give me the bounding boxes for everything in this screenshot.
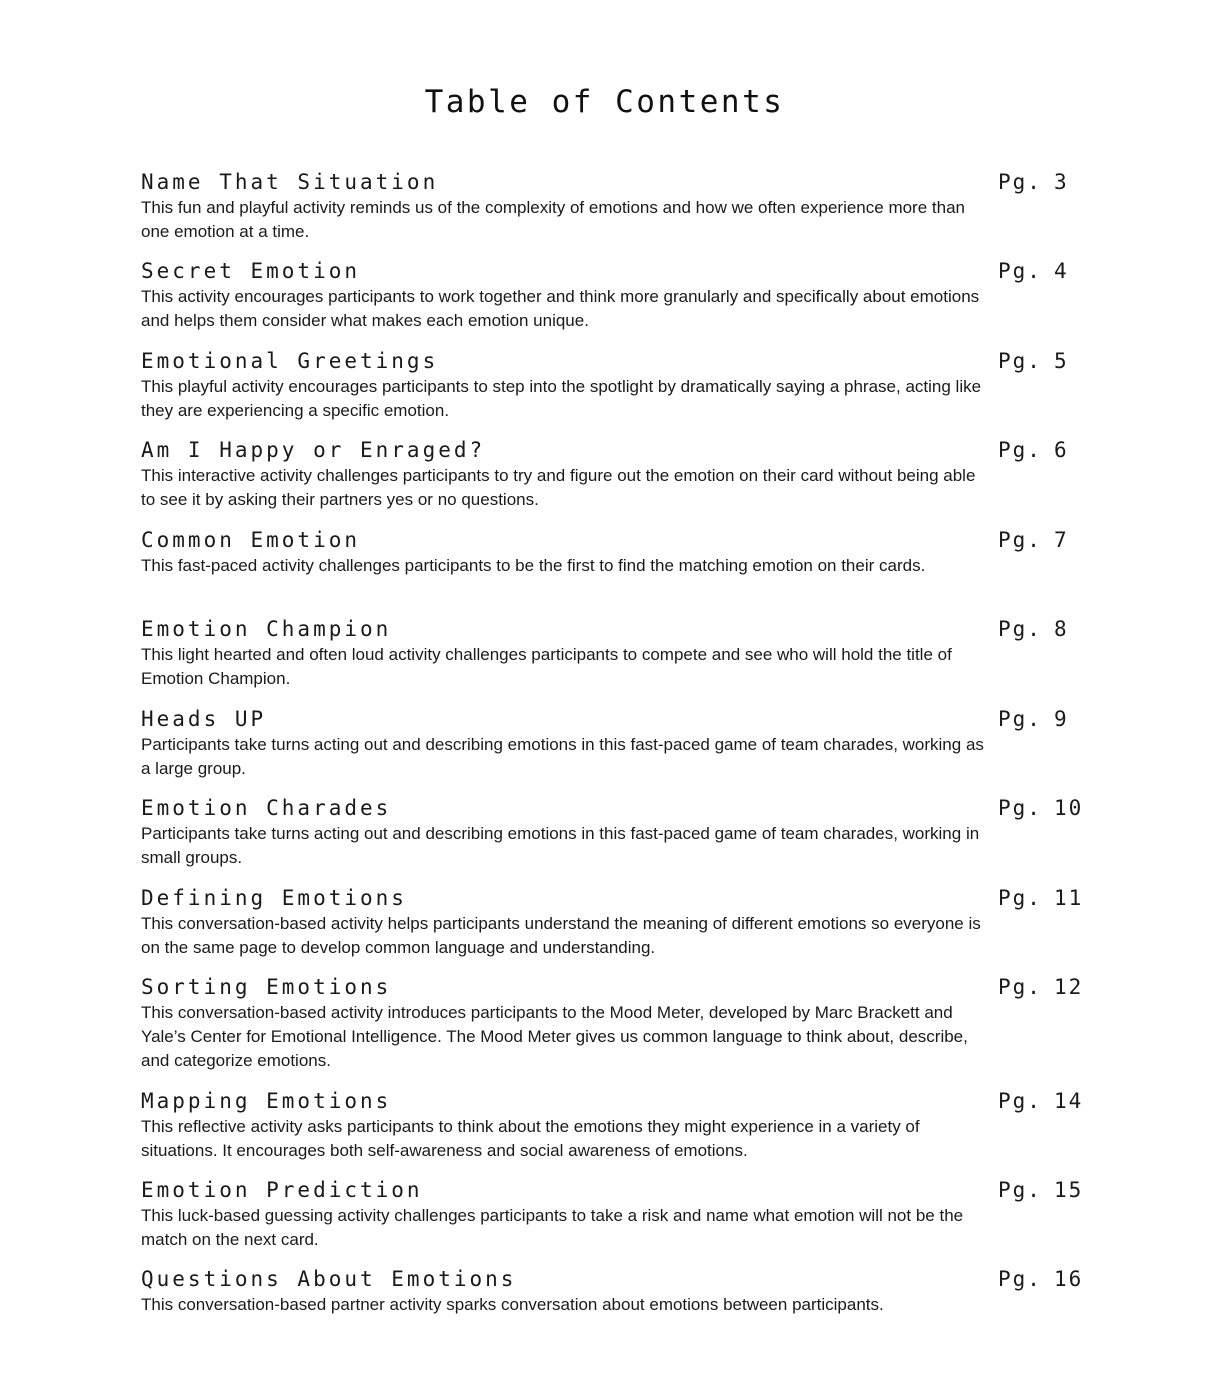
- entry-page-number: [998, 1178, 1083, 1202]
- page-label: Pg.: [998, 170, 1042, 194]
- page-number: 8: [1053, 617, 1069, 641]
- entry-description: Participants take turns acting out and describing emotions in this fast-paced game of team charades, working in small groups.: [141, 824, 980, 867]
- entry-description: This playful activity encourages participants to step into the spotlight by dramatically saying a phrase, acting like they are experiencing a specific emotion.: [141, 377, 982, 420]
- page-label: Pg.: [998, 528, 1042, 552]
- entry-description: This fast-paced activity challenges participants to be the first to find the matching emotion on their cards.: [141, 556, 926, 575]
- entry-title: Emotional Greetings: [141, 349, 439, 373]
- page-number: 4: [1053, 259, 1069, 283]
- toc-entry: [141, 794, 1084, 870]
- toc-entry: [141, 705, 1081, 781]
- toc-entry: [141, 347, 1081, 423]
- toc-entry: [141, 973, 1084, 1073]
- page-number: 11: [1053, 886, 1084, 910]
- page-label: Pg.: [998, 886, 1042, 910]
- entry-description: Participants take turns acting out and describing emotions in this fast-paced game of team charades, working as a large group.: [141, 735, 984, 778]
- page-label: Pg.: [998, 617, 1042, 641]
- toc-entry: [141, 1176, 1084, 1252]
- page-label: Pg.: [998, 707, 1042, 731]
- page-label: Pg.: [998, 1267, 1042, 1291]
- entry-description: This activity encourages participants to work together and think more granularly and specifically about emotions and helps them consider what makes each emotion unique.: [141, 287, 980, 330]
- entry-title: Emotion Charades: [141, 796, 392, 820]
- page-number: 15: [1053, 1178, 1084, 1202]
- toc-entry: [141, 257, 1081, 333]
- entry-page-number: [998, 438, 1069, 462]
- entry-title: Emotion Prediction: [141, 1178, 423, 1202]
- entry-description: This interactive activity challenges participants to try and figure out the emotion on their card without being able to see it by asking their partners yes or no questions.: [141, 466, 976, 509]
- entry-page-number: [998, 259, 1069, 283]
- entry-title: Common Emotion: [141, 528, 361, 552]
- page-number: 5: [1053, 349, 1069, 373]
- toc-entry: [141, 1265, 1084, 1317]
- entry-page-number: [998, 886, 1083, 910]
- page-number: 9: [1053, 707, 1069, 731]
- entry-title: Secret Emotion: [141, 259, 361, 283]
- entry-title: Am I Happy or Enraged?: [141, 438, 486, 462]
- page-number: 16: [1053, 1267, 1084, 1291]
- entry-description: This luck-based guessing activity challenges participants to take a risk and name what emotion will not be the match on the next card.: [141, 1206, 964, 1249]
- entry-title: Name That Situation: [141, 170, 439, 194]
- entry-description: This reflective activity asks participants to think about the emotions they might experience in a variety of situations. It encourages both self-awareness and social awareness of emotions.: [141, 1117, 920, 1160]
- page-label: Pg.: [998, 438, 1042, 462]
- entry-page-number: [998, 528, 1069, 552]
- page-label: Pg.: [998, 1089, 1042, 1113]
- entry-description: This conversation-based activity introduces participants to the Mood Meter, developed by Marc Brackett and Yale’s Center for Emotional Intelligence. The Mood Meter gives us common language to think about, describe, and categorize emotions.: [141, 1003, 968, 1070]
- entry-description: This conversation-based partner activity sparks conversation about emotions between participants.: [141, 1295, 884, 1314]
- entry-page-number: [998, 617, 1069, 641]
- toc-entry: [141, 1087, 1084, 1163]
- entry-title: Defining Emotions: [141, 886, 407, 910]
- entry-title: Heads UP: [141, 707, 267, 731]
- page-label: Pg.: [998, 259, 1042, 283]
- toc-entry: [141, 615, 1081, 691]
- entry-title: Sorting Emotions: [141, 975, 392, 999]
- page-number: 14: [1053, 1089, 1084, 1113]
- entry-page-number: [998, 170, 1069, 194]
- entry-page-number: [998, 975, 1083, 999]
- entry-page-number: [998, 1267, 1083, 1291]
- toc-entry: [141, 526, 1081, 578]
- entry-description: This fun and playful activity reminds us of the complexity of emotions and how we often experience more than one emotion at a time.: [141, 198, 965, 241]
- entry-page-number: [998, 707, 1069, 731]
- entry-description: This conversation-based activity helps participants understand the meaning of different emotions so everyone is on the same page to develop common language and understanding.: [141, 914, 981, 957]
- toc-entry: [141, 884, 1084, 960]
- page-number: 12: [1053, 975, 1084, 999]
- page-label: Pg.: [998, 349, 1042, 373]
- page-number: 7: [1053, 528, 1069, 552]
- toc-entry: [141, 436, 1081, 512]
- entry-page-number: [998, 1089, 1083, 1113]
- page-label: Pg.: [998, 1178, 1042, 1202]
- page-label: Pg.: [998, 796, 1042, 820]
- page-number: 10: [1053, 796, 1084, 820]
- entry-page-number: [998, 796, 1083, 820]
- page-number: 3: [1053, 170, 1069, 194]
- entry-description: This light hearted and often loud activity challenges participants to compete and see who will hold the title of Emotion Champion.: [141, 645, 952, 688]
- entry-title: Emotion Champion: [141, 617, 392, 641]
- entry-page-number: [998, 349, 1069, 373]
- page-title: Table of Contents: [424, 84, 785, 120]
- toc-entry: [141, 168, 1081, 244]
- entry-title: Mapping Emotions: [141, 1089, 392, 1113]
- entry-title: Questions About Emotions: [141, 1267, 517, 1291]
- page-number: 6: [1053, 438, 1069, 462]
- page-label: Pg.: [998, 975, 1042, 999]
